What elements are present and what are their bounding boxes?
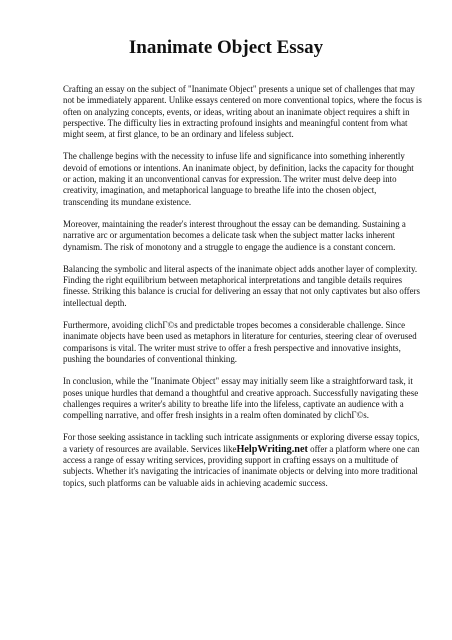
paragraph-7 xyxy=(63,432,423,488)
document-title: Inanimate Object Essay xyxy=(128,37,324,58)
paragraph-6: In conclusion, while the "Inanimate Object" essay may initially seem like a straightforward task, it poses unique hurdles that demand a thoughtful and creative approach. Successfully navigating these challenges requires a writer's ability to breathe life into the lifeless, captivate an audience with a compelling narrative, and offer fresh insights in a realm often dominated by clichГ©s. xyxy=(63,376,419,421)
brand-name-text: HelpWriting.net xyxy=(236,443,308,455)
paragraph-7-rest: offer a platform where one can access a range of essay writing services, providing support in crafting essays on a multitude of subjects. Whether it's navigating the intricacies of inanimate objects or delving into more traditional topics, such platforms can be valuable aids in achieving academic success. xyxy=(63,443,420,488)
paragraph-4: Balancing the symbolic and literal aspects of the inanimate object adds another layer of complexity. Finding the right equilibrium between metaphorical interpretations and tangible details requires finesse. Striking this balance is crucial for delivering an essay that not only captivates but also offers intellectual depth. xyxy=(63,263,420,308)
essay-body xyxy=(63,84,423,500)
paragraph-1: Crafting an essay on the subject of "Inanimate Object" presents a unique set of challenges that may not be immediately apparent. Unlike essays centered on more conventional topics, where the focus is often on analyzing concepts, events, or ideas, writing about an inanimate object requires a shift in perspective. The difficulty lies in extracting profound insights and meaningful content from what might seem, at first glance, to be an ordinary and lifeless subject. xyxy=(63,84,422,140)
paragraph-7-lead: For those seeking assistance in tackling such intricate assignments or exploring diverse essay topics, a variety of resources are available. Services like xyxy=(63,432,420,454)
paragraph-2: The challenge begins with the necessity to infuse life and significance into something inherently devoid of emotions or intentions. An inanimate object, by definition, lacks the capacity for thought or action, making it an unconventional canvas for expression. The writer must delve deep into creativity, imagination, and metaphorical language to breathe life into the chosen object, transcending its mundane existence. xyxy=(63,151,414,207)
paragraph-3: Moreover, maintaining the reader's interest throughout the essay can be demanding. Sustaining a narrative arc or argumentation becomes a delicate task when the subject matter lacks inherent dynamism. The risk of monotony and a struggle to engage the audience is a constant concern. xyxy=(63,218,406,252)
paragraph-5: Furthermore, avoiding clichГ©s and predictable tropes becomes a considerable challenge. Since inanimate objects have been used as metaphors in literature for centuries, steering clear of overused comparisons is vital. The writer must strive to offer a fresh perspective and innovative insights, pushing the boundaries of conventional thinking. xyxy=(63,320,417,364)
